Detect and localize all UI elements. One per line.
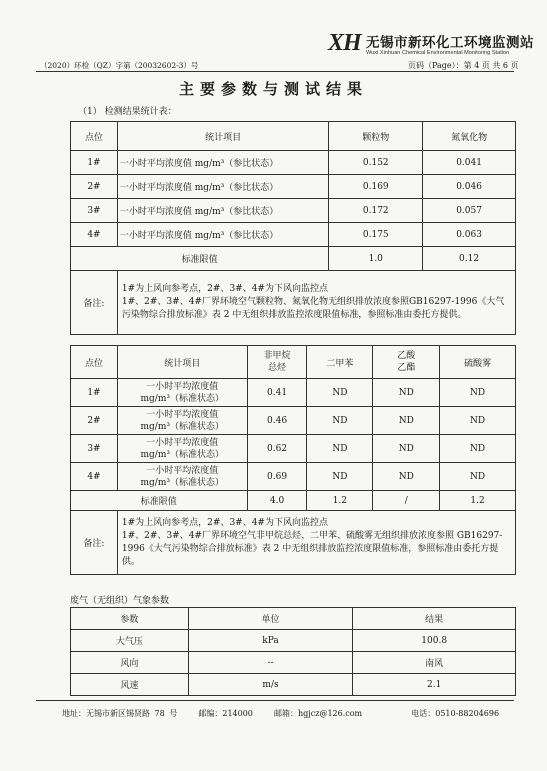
limit-row [71, 491, 516, 511]
table-row [71, 199, 516, 223]
result-cell: 2.1 [353, 674, 516, 696]
param-cell: 风向 [71, 652, 189, 674]
item-cell: 一小时平均浓度值 mg/m³（标准状态） [117, 379, 247, 407]
value-cell: ND [440, 407, 516, 435]
point-cell: 1# [71, 151, 118, 175]
unit-cell: -- [188, 652, 353, 674]
point-cell: 4# [71, 463, 118, 491]
footer-email: 邮箱：hgjcz@126.com [274, 709, 363, 718]
footer-phone: 电话：0510-88204696 [411, 709, 500, 718]
logo-mark: XH [328, 30, 361, 56]
header-cell: 氮氧化物 [423, 122, 516, 151]
point-cell: 1# [71, 379, 118, 407]
footer-postcode: 邮编：214000 [198, 709, 253, 718]
header-cell: 点位 [71, 346, 118, 379]
limit-label: 标准限值 [71, 491, 248, 511]
header-cell: 颗粒物 [329, 122, 423, 151]
header-cell: 硫酸雾 [440, 346, 516, 379]
unit-cell: m/s [188, 674, 353, 696]
limit-value: 0.12 [423, 247, 516, 271]
value-cell: 0.172 [329, 199, 423, 223]
footer-address: 地址：无锡市新区锡贤路 78 号 [62, 709, 178, 718]
item-cell: 一小时平均浓度值 mg/m³（标准状态） [117, 435, 247, 463]
item-cell: 一小时平均浓度值 mg/m³（参比状态） [117, 223, 328, 247]
point-cell: 2# [71, 407, 118, 435]
remark-label: 备注: [71, 511, 118, 575]
value-cell: ND [307, 379, 373, 407]
limit-row [71, 247, 516, 271]
remark-text [117, 511, 515, 575]
footer [62, 708, 499, 719]
header-cell: 二甲苯 [307, 346, 373, 379]
header-cell: 单位 [188, 608, 353, 630]
results-subtitle: （1） 检测结果统计表： [78, 107, 177, 117]
table-row [71, 435, 516, 463]
point-cell: 3# [71, 199, 118, 223]
results-table-2 [70, 345, 516, 575]
header-cell: 统计项目 [117, 346, 247, 379]
value-cell: ND [307, 435, 373, 463]
value-cell: 0.41 [247, 379, 307, 407]
value-cell: 0.063 [423, 223, 516, 247]
point-cell: 2# [71, 175, 118, 199]
point-cell: 4# [71, 223, 118, 247]
value-cell: ND [373, 435, 440, 463]
footer-divider [36, 700, 514, 701]
limit-label: 标准限值 [71, 247, 329, 271]
value-cell: 0.62 [247, 435, 307, 463]
point-cell: 3# [71, 435, 118, 463]
item-cell: 一小时平均浓度值 mg/m³（参比状态） [117, 151, 328, 175]
table-row [71, 407, 516, 435]
logo-name: 无锡市新环化工环境监测站 [366, 35, 534, 51]
param-cell: 风速 [71, 674, 189, 696]
remark-label: 备注: [71, 271, 118, 335]
unit-cell: kPa [188, 630, 353, 652]
results-table-1 [70, 121, 516, 335]
limit-value: / [373, 491, 440, 511]
value-cell: 0.175 [329, 223, 423, 247]
limit-value: 1.0 [329, 247, 423, 271]
remark-row [71, 511, 516, 575]
value-cell: ND [373, 407, 440, 435]
value-cell: 0.152 [329, 151, 423, 175]
weather-table [70, 607, 516, 696]
weather-section-title: 废气（无组织）气象参数 [70, 596, 170, 606]
report-number: （2020）环检（QZ）字第（20032602-3）号 [40, 61, 199, 70]
header-cell: 参数 [71, 608, 189, 630]
header-cell: 点位 [71, 122, 118, 151]
station-logo [328, 30, 540, 62]
item-cell: 一小时平均浓度值 mg/m³（参比状态） [117, 199, 328, 223]
logo-english-name: Wuxi Xinhuan Chemical Environmental Monitoring Station [366, 50, 510, 56]
table-row [71, 175, 516, 199]
item-cell: 一小时平均浓度值 mg/m³（参比状态） [117, 175, 328, 199]
value-cell: ND [307, 407, 373, 435]
value-cell: ND [440, 463, 516, 491]
table-row [71, 151, 516, 175]
value-cell: 0.057 [423, 199, 516, 223]
remark-row [71, 271, 516, 335]
value-cell: 0.169 [329, 175, 423, 199]
value-cell: ND [440, 435, 516, 463]
header-cell: 乙酸 乙酯 [373, 346, 440, 379]
item-cell: 一小时平均浓度值 mg/m³（标准状态） [117, 407, 247, 435]
remark-line: 1#为上风向参考点，2#、3#、4#为下风向监控点 [121, 517, 328, 528]
header-divider [36, 71, 514, 72]
table-row [71, 630, 516, 652]
table-row [71, 463, 516, 491]
item-cell: 一小时平均浓度值 mg/m³（标准状态） [117, 463, 247, 491]
header-cell: 统计项目 [117, 122, 328, 151]
result-cell: 100.8 [353, 630, 516, 652]
header-cell: 非甲烷 总烃 [247, 346, 307, 379]
value-cell: ND [373, 379, 440, 407]
remark-line: 1#、2#、3#、4#厂界环境空气颗粒物、氮氧化物无组织排放浓度参照GB16297-1996《大气污染物综合排放标准》表 2 中无组织排放监控浓度限值标准，参照标准由委托方提供。 [121, 297, 505, 320]
table-row [71, 652, 516, 674]
limit-value: 4.0 [247, 491, 307, 511]
value-cell: 0.041 [423, 151, 516, 175]
remark-line: 1#、2#、3#、4#厂界环境空气非甲烷总烃、二甲苯、硫酸雾无组织排放浓度参照 GB16297-1996《大气污染物综合排放标准》表 2 中无组织排放监控浓度限值标准，参照标准由委托方提供。 [121, 530, 503, 567]
remark-line: 1#为上风向参考点，2#、3#、4#为下风向监控点 [121, 284, 328, 294]
page-title: 主要参数与测试结果 [178, 80, 368, 98]
table-row [71, 379, 516, 407]
value-cell: 0.69 [247, 463, 307, 491]
limit-value: 1.2 [307, 491, 373, 511]
value-cell: 0.46 [247, 407, 307, 435]
value-cell: ND [307, 463, 373, 491]
header-cell: 结果 [353, 608, 516, 630]
limit-value: 1.2 [440, 491, 516, 511]
value-cell: 0.046 [423, 175, 516, 199]
value-cell: ND [373, 463, 440, 491]
table-row [71, 223, 516, 247]
page-number: 页码（Page）：第 4 页 共 6 页 [408, 61, 519, 70]
param-cell: 大气压 [71, 630, 189, 652]
value-cell: ND [440, 379, 516, 407]
remark-text [117, 271, 515, 335]
result-cell: 南风 [353, 652, 516, 674]
table-row [71, 674, 516, 696]
